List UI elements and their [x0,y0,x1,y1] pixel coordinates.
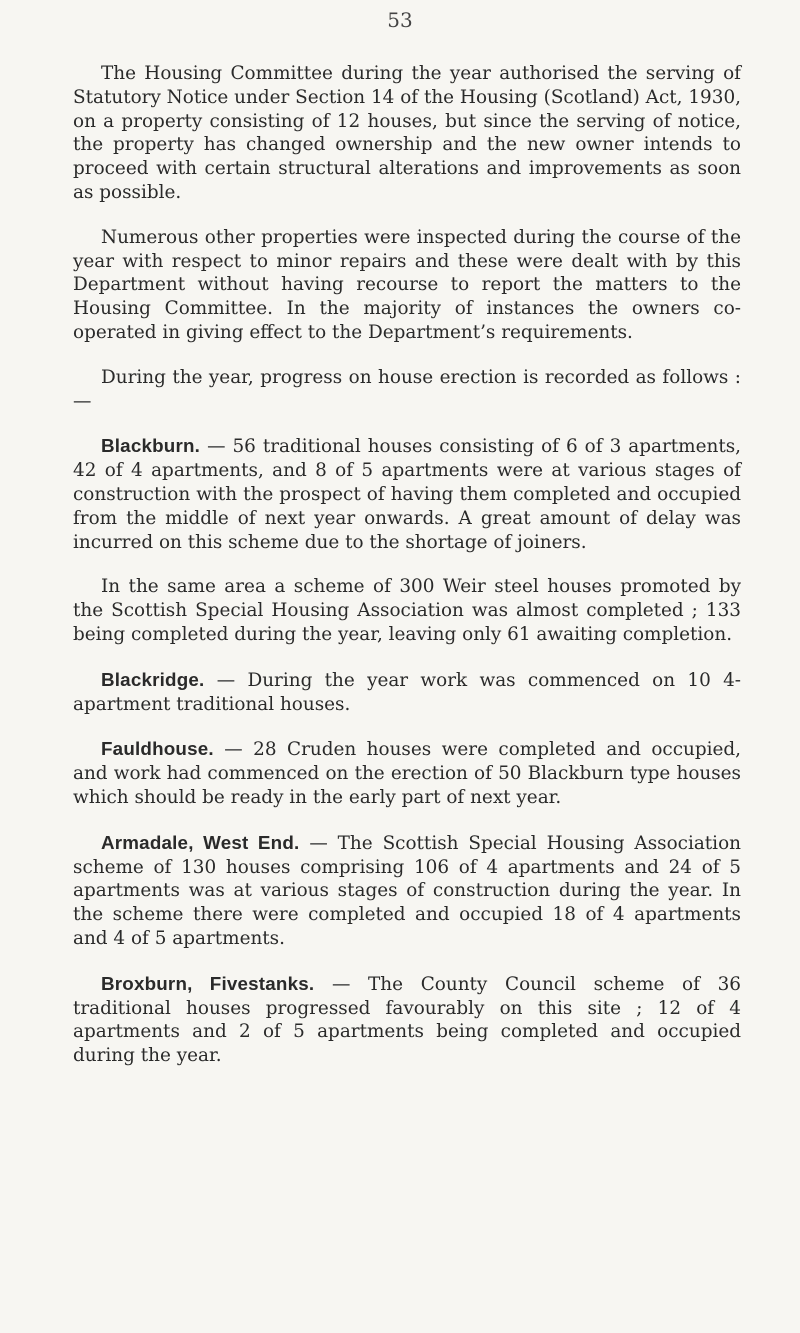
section-heading-fauldhouse: Fauldhouse. [101,738,214,760]
paragraph-house-erection-intro [73,366,741,414]
paragraph-text: — 56 traditional houses consisting of 6 of 3 apartments, 42 of 4 apartments, and 8 of 5 apartments were at various stages of construction with the prospect of having them completed and occupied from the middle of next year onwards. A great amount of delay was incurred on this scheme due to the shortage of joiners. [73,436,741,553]
paragraph-text: — The Scottish Special Housing Association scheme of 130 houses comprising 106 of 4 apartments and 24 of 5 apartments was at various stages of construction during the year. In the scheme there were completed and occupied 18 of 4 apartments and 4 of 5 apartments. [73,832,741,949]
paragraph-text: In the same area a scheme of 300 Weir steel houses promoted by the Scottish Special Housing Association was almost completed ; 133 being completed during the year, leaving only 61 awaiting completion. [73,576,741,645]
page-number: 53 [387,8,413,32]
paragraph-text: — 28 Cruden houses were completed and occupied, and work had commenced on the erection of 50 Blackburn type houses which should be ready in the early part of next year. [73,739,741,808]
paragraph-text: — During the year work was commenced on 10 4-apartment traditional houses. [73,669,741,715]
paragraph-weir-steel-houses [73,575,741,646]
paragraph-text: During the year, progress on house erection is recorded as follows :— [73,366,741,412]
paragraph-blackburn [73,434,741,554]
paragraph-armadale [73,831,741,951]
section-heading-blackburn: Blackburn. [101,435,201,457]
paragraph-fauldhouse [73,737,741,809]
paragraph-text: — The County Council scheme of 36 traditional houses progressed favourably on this site ; 12 of 4 apartments and 2 of 5 apartments being completed and occupied during the year. [73,973,741,1067]
paragraph-statutory-notice [73,62,741,205]
paragraph-text: The Housing Committee during the year authorised the serving of Statutory Notice under Section 14 of the Housing (Scotland) Act, 1930, on a property consisting of 12 houses, but since the serving of notice, the property has changed ownership and the new owner intends to proceed with certain structural alterations and improvements as soon as possible. [73,63,741,203]
paragraph-minor-repairs [73,226,741,345]
body-text [73,62,741,1089]
paragraph-blackridge [73,668,741,717]
section-heading-broxburn: Broxburn, Fivestanks. [101,972,315,994]
paragraph-text: Numerous other properties were inspected during the course of the year with respect to minor repairs and these were dealt with by this Department without having recourse to report the matters to the Housing Committee. In the majority of instances the owners co-operated in giving effect to the Department’s requirements. [73,226,741,343]
paragraph-broxburn [73,972,741,1068]
section-heading-armadale: Armadale, West End. [101,831,300,853]
section-heading-blackridge: Blackridge. [101,668,205,690]
